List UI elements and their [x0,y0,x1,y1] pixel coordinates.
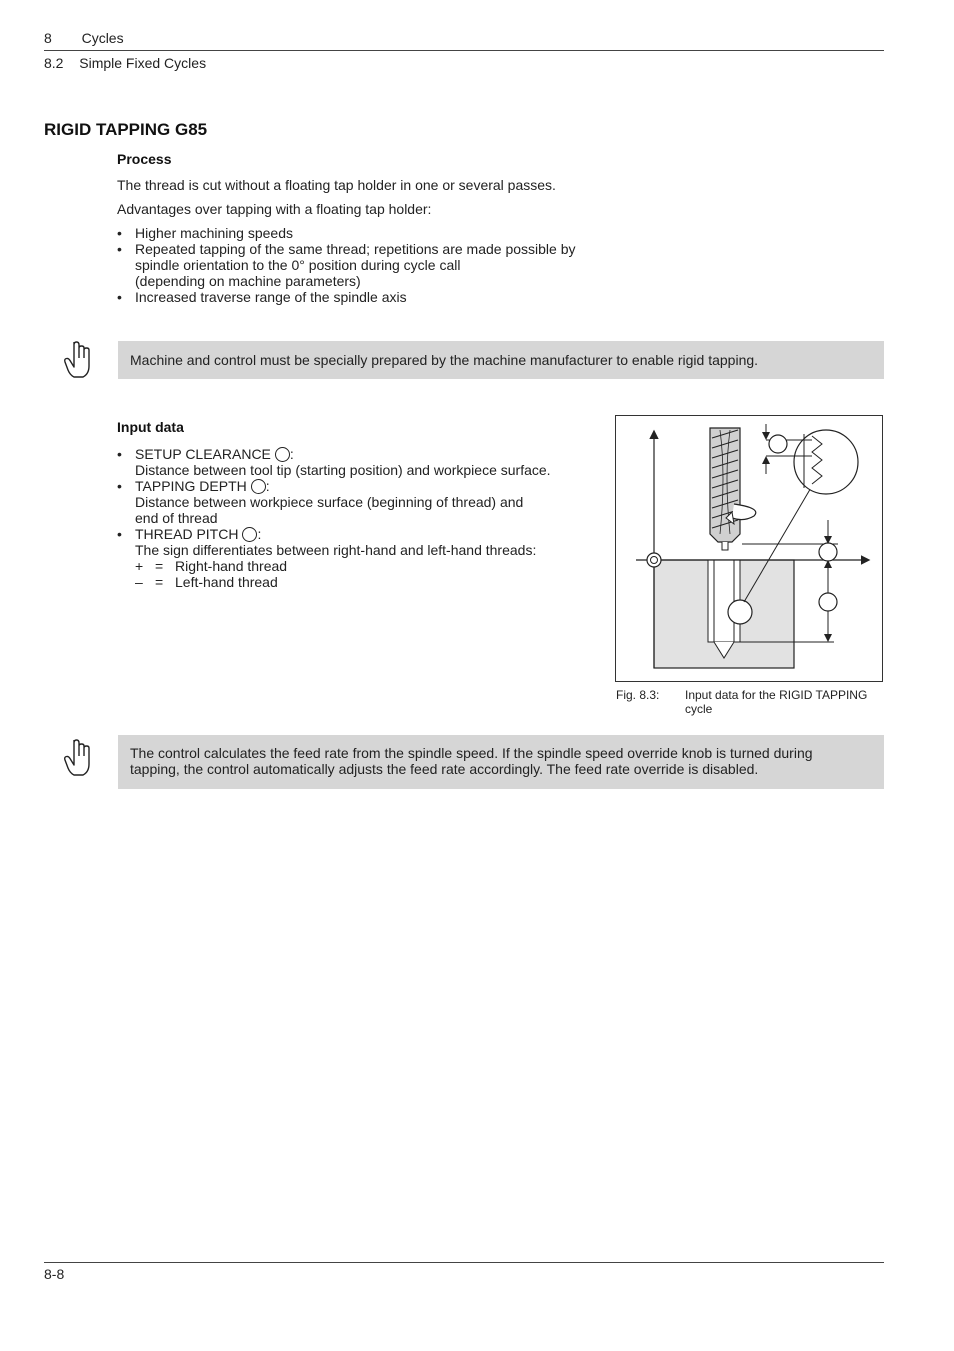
thread-pitch-marker [728,600,752,624]
figure-caption: Input data for the RIGID TAPPING cycle [685,688,868,716]
list-item: • THREAD PITCH : The sign differentiates between right-hand and left-hand threads: + = Right-hand thread – = Left-hand thread [117,526,597,590]
header-section [44,55,206,71]
hand-pointer-icon [62,340,96,380]
sign-row: – = Left-hand thread [135,574,278,590]
circle-marker-icon [242,527,257,542]
pitch-detail-marker [769,435,787,453]
circle-marker-icon [251,479,266,494]
tap-tool [710,428,756,550]
list-item: • Higher machining speeds [117,225,617,241]
chapter-title: Cycles [81,30,124,46]
list-item: • Increased traverse range of the spindle axis [117,289,617,305]
section-number: 8.2 [44,55,64,71]
figure-frame [615,415,883,682]
tapping-depth-label: TAPPING DEPTH [135,478,247,494]
page-number: 8-8 [44,1266,65,1282]
page-title: RIGID TAPPING G85 [44,120,208,139]
note-rigid-tapping [118,341,884,379]
list-item: • TAPPING DEPTH : Distance between workpiece surface (beginning of thread) and end of thread [117,478,597,526]
input-data-heading: Input data [117,419,184,435]
list-item: • SETUP CLEARANCE : Distance between tool tip (starting position) and workpiece surface. [117,446,597,478]
figure-number: Fig. 8.3: [616,688,660,702]
process-heading: Process [117,151,172,167]
tapping-depth-marker [819,593,837,611]
header-chapter [44,30,124,46]
rigid-tapping-diagram [616,416,882,681]
list-item: • Repeated tapping of the same thread; repetitions are made possible by spindle orientation to the 0° position during cycle call (depending on machine parameters) [117,241,617,289]
header-rule [44,50,884,51]
setup-clearance-marker [819,543,837,561]
setup-clearance-label: SETUP CLEARANCE [135,446,271,462]
circle-marker-icon [275,447,290,462]
hand-pointer-icon [62,738,96,778]
process-para-2: Advantages over tapping with a floating tap holder: [117,201,432,217]
input-data-list [117,446,597,590]
footer-rule [44,1262,884,1263]
thread-pitch-label: THREAD PITCH [135,526,239,542]
sign-row: + = Right-hand thread [135,558,288,574]
section-title: Simple Fixed Cycles [79,55,207,71]
advantages-list [117,225,617,305]
process-para-1: The thread is cut without a floating tap holder in one or several passes. [117,177,556,193]
chapter-number: 8 [44,30,52,46]
note-text: Machine and control must be specially prepared by the machine manufacturer to enable rigid tapping. [130,352,759,368]
note-feed-rate: The control calculates the feed rate from the spindle speed. If the spindle speed override knob is turned during tapping, the control automatically adjusts the feed rate accordingly. The feed rate override is disabled. [118,735,884,789]
datum-icon [647,553,661,567]
